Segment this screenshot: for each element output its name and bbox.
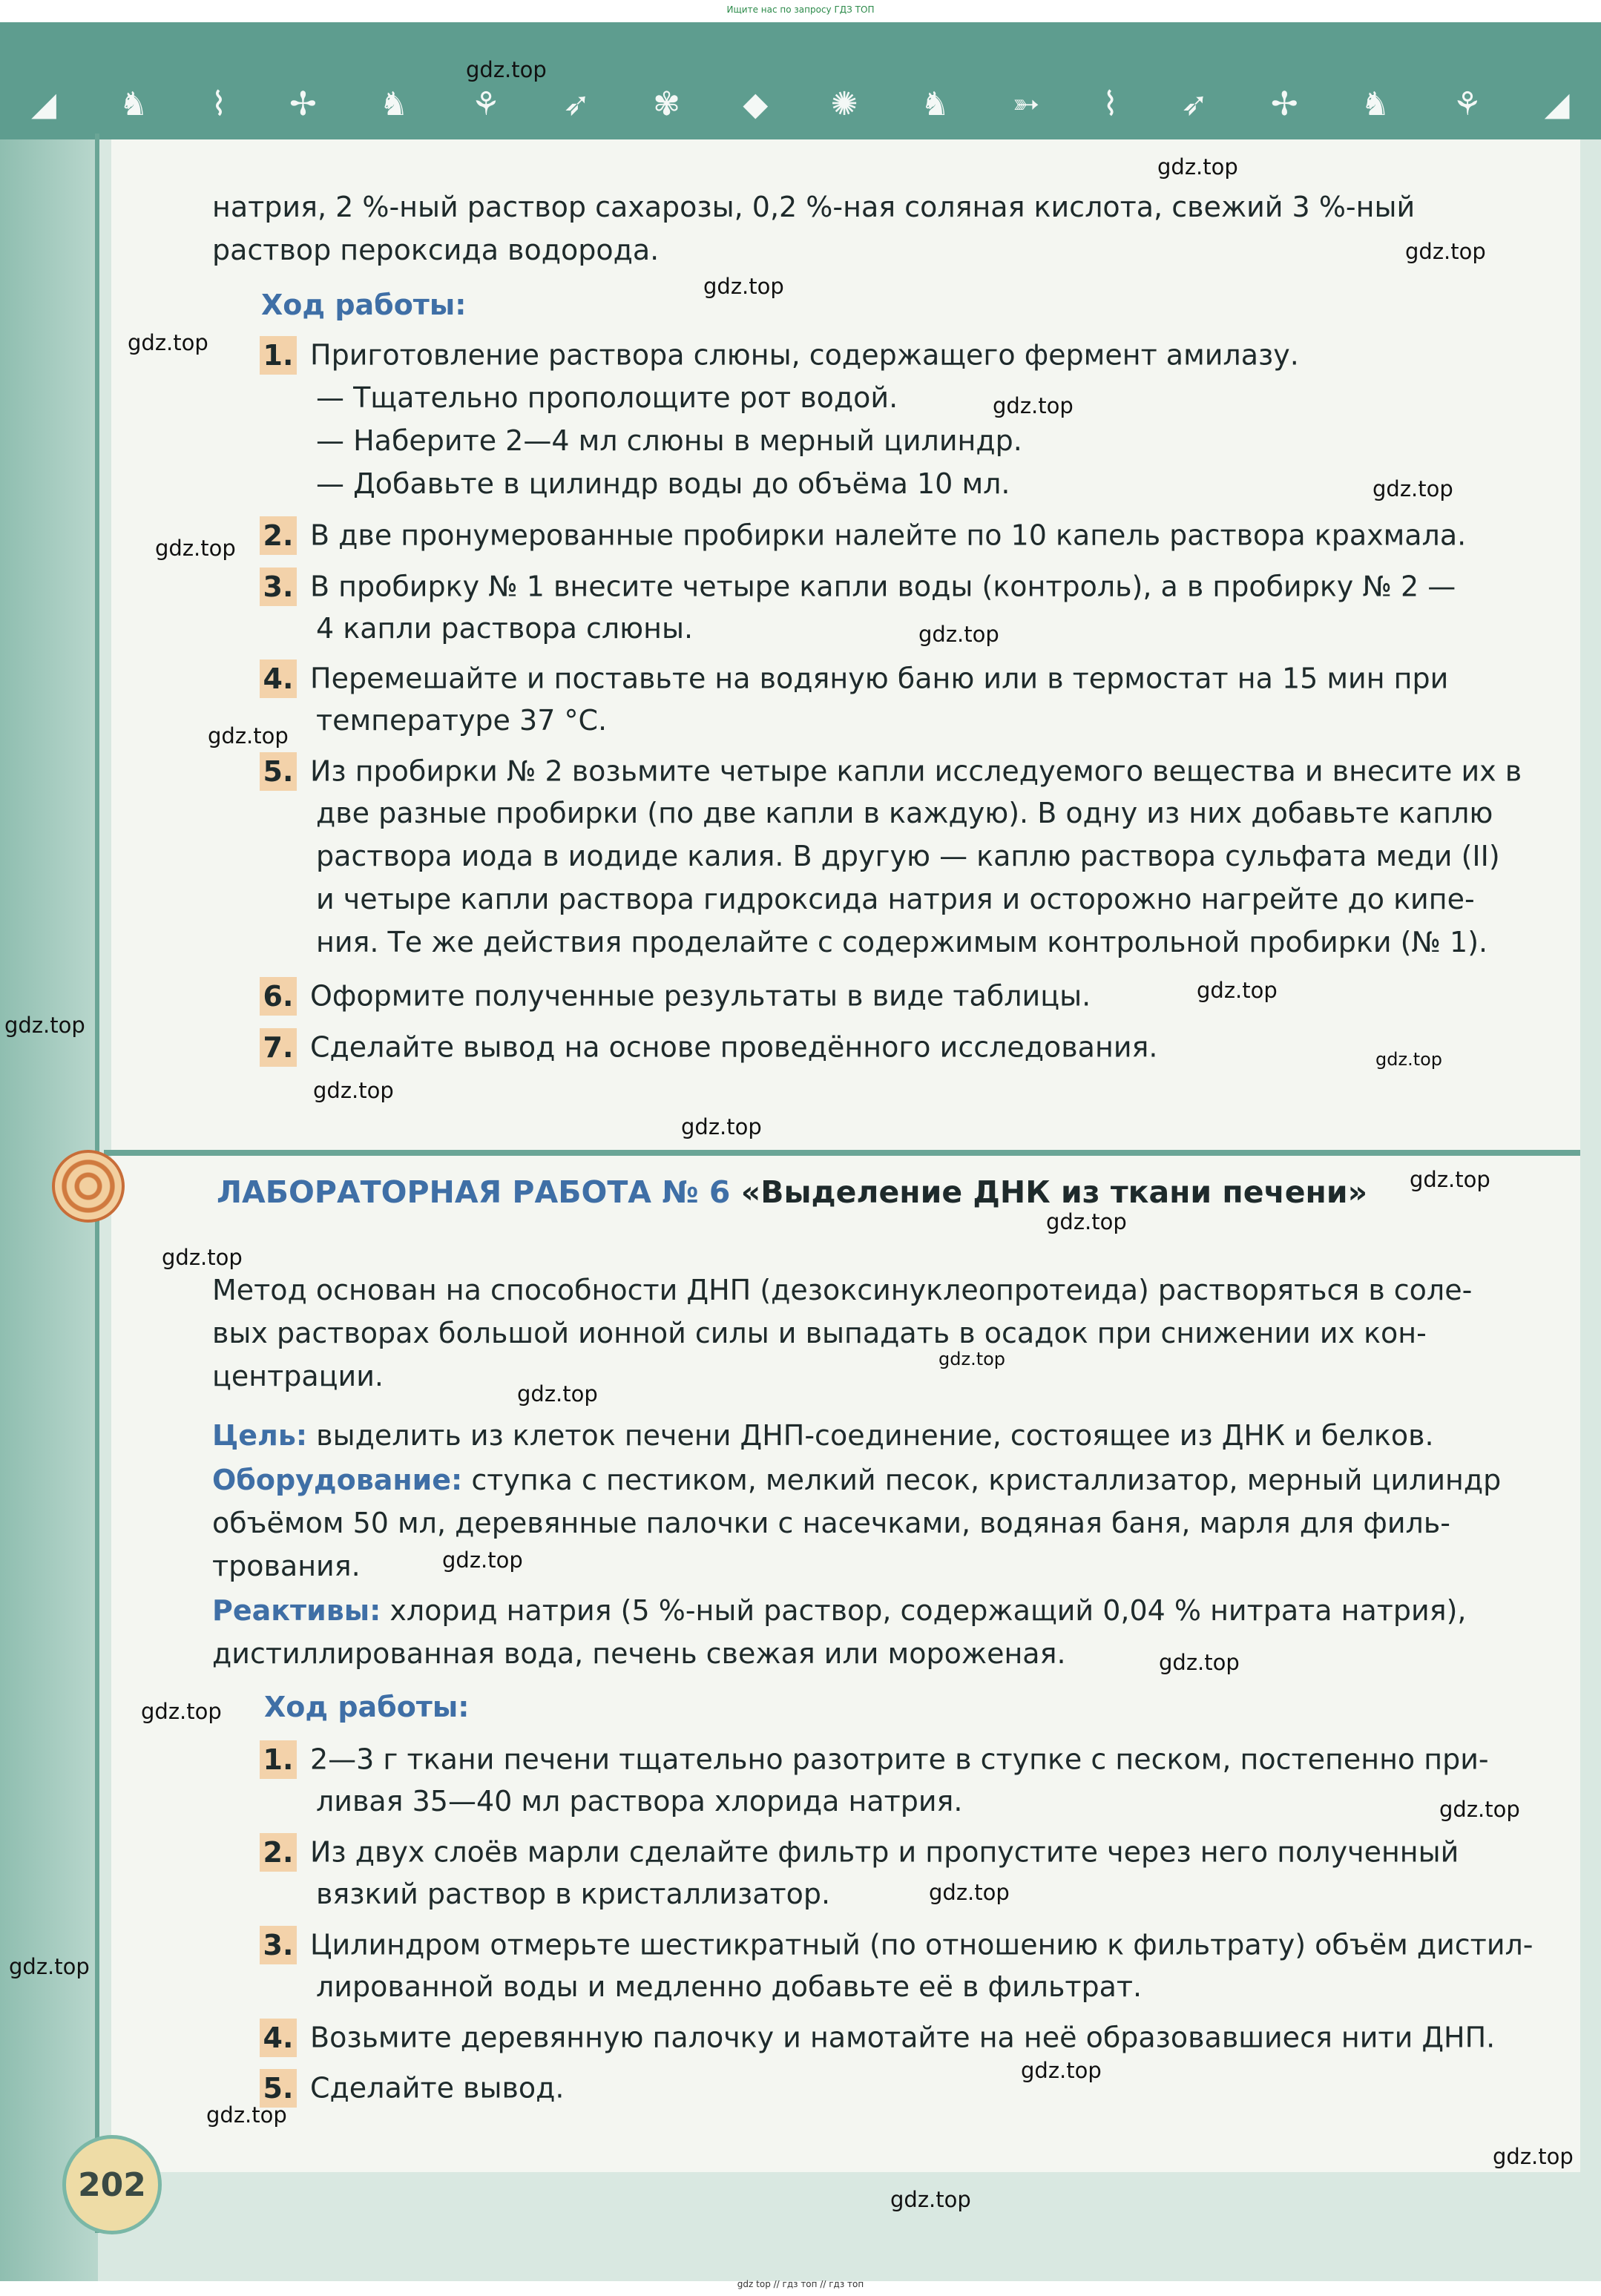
step-text: Перемешайте и поставьте на водяную баню или в термостат на 15 мин при [310,662,1449,695]
equipment-line-1 [212,1458,1501,1501]
fish-icon: ➳ [1012,85,1040,123]
step-5-line: раствора иода в иодиде калия. В другую — каплю раствора сульфата меди (II) [316,840,1500,872]
step-text: Из двух слоёв марли сделайте фильтр и пропустите через него полученный [310,1835,1459,1869]
reagents-label: Реактивы: [212,1594,381,1627]
step-number: 3. [260,568,297,606]
watermark: gdz.top [929,1880,1010,1905]
step-4 [260,655,1448,700]
goat-icon: ♞ [119,85,148,123]
step-text: Цилиндром отмерьте шестикратный (по отношению к фильтрату) объём дистил- [310,1928,1533,1961]
whale-icon: ◢ [31,85,57,123]
section-divider [104,1150,1580,1156]
step-number: 4. [260,659,297,698]
watermark: gdz.top [466,57,547,82]
step-1-line: — Наберите 2—4 мл слюны в мерный цилиндр. [316,424,1022,457]
watermark: gdz.top [4,1013,85,1038]
lab-step-3-line: лированной воды и медленно добавьте её в фильтрат. [316,1970,1143,2003]
equipment-text: ступка с пестиком, мелкий песок, кристаллизатор, мерный цилиндр [462,1464,1502,1496]
dragonfly-icon: ✢ [289,85,317,123]
goal-line [212,1414,1434,1457]
watermark: gdz.top [1021,2058,1102,2083]
dragonfly-icon: ✢ [1270,85,1298,123]
lab-step-1-line: ливая 35—40 мл раствора хлорида натрия. [316,1785,963,1818]
step-1-line: — Тщательно прополощите рот водой. [316,381,898,414]
lab-name: «Выделение ДНК из ткани печени» [740,1174,1368,1210]
lab-step-5 [260,2065,564,2110]
step-1 [260,332,1299,377]
step-3-line: 4 капли раствора слюны. [316,612,694,645]
bear-icon: ◆ [743,85,769,123]
watermark: gdz.top [442,1547,523,1573]
watermark: gdz.top [1046,1209,1127,1234]
watermark: gdz.top [1405,239,1486,264]
watermark: gdz.top [681,1114,762,1139]
reagents-line-1 [212,1589,1467,1632]
lab-step-3 [260,1921,1533,1967]
step-3 [260,563,1456,608]
step-5-line: две разные пробирки (по две капли в каждую). В одну из них добавьте каплю [316,797,1493,829]
section-heading: Ход работы: [261,289,467,321]
method-line-1: Метод основан на способности ДНП (дезоксинуклеопротеида) растворяться в соле- [212,1274,1473,1306]
step-5 [260,748,1522,793]
intro-line-1: натрия, 2 %-ный раствор сахарозы, 0,2 %-ная соляная кислота, свежий 3 %-ный [212,191,1416,223]
step-number: 7. [260,1028,297,1067]
step-1-line: — Добавьте в цилиндр воды до объёма 10 мл. [316,467,1010,500]
watermark: gdz.top [517,1381,598,1407]
bird-icon: ⌇ [211,85,227,123]
equipment-line-2: объёмом 50 мл, деревянные палочки с насечками, водяная баня, марля для филь- [212,1507,1450,1539]
intro-line-2: раствор пероксида водорода. [212,234,660,266]
watermark: gdz.top [206,2102,287,2128]
step-text: В пробирку № 1 внесите четыре капли воды (контроль), а в пробирку № 2 — [310,570,1456,603]
step-7 [260,1024,1157,1069]
goal-label: Цель: [212,1419,308,1452]
butterfly-icon: ✾ [653,85,680,123]
scorpion-icon: ✺ [830,85,858,123]
step-text: Из пробирки № 2 возьмите четыре капли исследуемого вещества и внесите их в [310,754,1522,788]
watermark: gdz.top [1375,1049,1443,1070]
watermark: gdz.top [128,330,208,355]
step-number: 4. [260,2019,297,2057]
watermark: gdz.top [141,1699,222,1724]
lab-step-4 [260,2014,1495,2059]
step-6 [260,973,1091,1018]
reagents-line-2: дистиллированная вода, печень свежая или мороженая. [212,1637,1066,1670]
step-number: 5. [260,752,297,791]
watermark: gdz.top [890,2187,971,2212]
watermark: gdz.top [938,1349,1006,1369]
watermark: gdz.top [155,536,236,561]
watermark: gdz.top [9,1954,90,1979]
bird-icon: ➶ [1180,85,1209,123]
watermark: gdz.top [1159,1650,1240,1675]
step-number: 3. [260,1926,297,1964]
lizard-icon: ♞ [1361,85,1390,123]
lab-title [217,1171,1367,1214]
step-number: 5. [260,2069,297,2108]
header-note: Ищите нас по запросу ГДЗ ТОП [726,4,875,15]
watermark: gdz.top [918,622,999,647]
step-number: 2. [260,1833,297,1872]
step-4-line: температуре 37 °С. [316,704,608,737]
reagents-text: хлорид натрия (5 %-ный раствор, содержащий 0,04 % нитрата натрия), [381,1594,1467,1627]
deer-icon: ⚘ [471,85,501,123]
step-text: В две пронумерованные пробирки налейте по 10 капель раствора крахмала. [310,519,1467,552]
step-number: 2. [260,516,297,555]
step-number: 1. [260,336,297,375]
fish-icon: ◢ [1544,85,1570,123]
cat-icon: ⚘ [1452,85,1482,123]
lizard-icon: ⌇ [1102,85,1119,123]
step-text: 2—3 г ткани печени тщательно разотрите в ступке с песком, постепенно при- [310,1743,1489,1776]
bird-icon: ➶ [562,85,591,123]
lab-step-2-line: вязкий раствор в кристаллизатор. [316,1878,831,1910]
footer-note: gdz top // гдз топ // гдз топ [737,2279,864,2289]
step-2 [260,512,1466,557]
dog-icon: ♞ [379,85,409,123]
goal-text: выделить из клеток печени ДНП-соединение, состоящее из ДНК и белков. [307,1419,1434,1452]
step-text: Возьмите деревянную палочку и намотайте на неё образовавшиеся нити ДНП. [310,2021,1496,2054]
step-text: Приготовление раствора слюны, содержащего фермент амилазу. [310,338,1299,372]
step-5-line: ния. Те же действия проделайте с содержимым контрольной пробирки (№ 1). [316,926,1488,958]
watermark: gdz.top [313,1078,394,1103]
watermark: gdz.top [1439,1797,1520,1822]
step-text: Сделайте вывод. [310,2071,565,2105]
method-line-2: вых растворах большой ионной силы и выпадать в осадок при снижении их кон- [212,1317,1427,1349]
step-number: 1. [260,1740,297,1779]
watermark: gdz.top [703,274,784,299]
step-text: Сделайте вывод на основе проведённого исследования. [310,1030,1158,1064]
watermark: gdz.top [993,393,1074,418]
step-text: Оформите полученные результаты в виде таблицы. [310,979,1091,1013]
watermark: gdz.top [1493,2144,1574,2169]
step-5-line: и четыре капли раствора гидроксида натрия и осторожно нагрейте до кипе- [316,883,1475,915]
animal-strip [0,82,1601,126]
lab-step-1 [260,1736,1489,1781]
horse-icon: ♞ [920,85,950,123]
watermark: gdz.top [1157,154,1238,180]
spiral-ornament-icon [52,1150,125,1223]
method-line-3: центрации. [212,1360,384,1392]
equipment-line-3: трования. [212,1550,361,1582]
watermark: gdz.top [162,1245,243,1270]
equipment-label: Оборудование: [212,1464,463,1496]
page-number: 202 [62,2135,162,2234]
watermark: gdz.top [1410,1167,1490,1192]
step-number: 6. [260,977,297,1016]
header-band [0,22,1601,139]
lab-step-2 [260,1829,1459,1874]
lab-label: ЛАБОРАТОРНАЯ РАБОТА № 6 [217,1174,731,1210]
watermark: gdz.top [208,723,289,749]
section-heading: Ход работы: [264,1691,470,1723]
watermark: gdz.top [1372,476,1453,501]
watermark: gdz.top [1197,978,1278,1003]
